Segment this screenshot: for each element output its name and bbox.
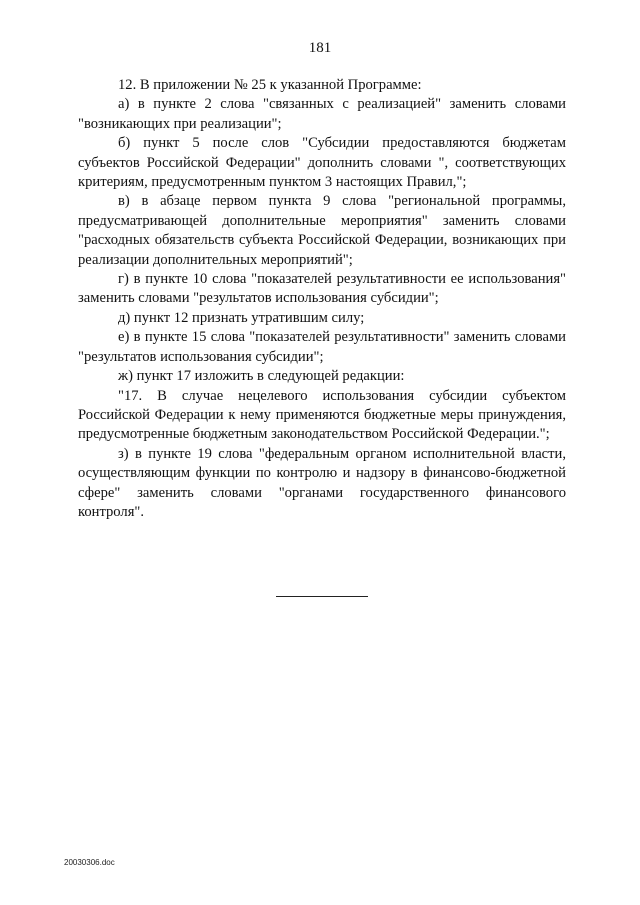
paragraph-quoted-point-17: "17. В случае нецелевого использования субсидии субъектом Российской Федерации к нему применяются бюджетные меры принуждения, предусмотренные бюджетным законодательством Российской Федерации."; bbox=[78, 387, 566, 443]
paragraph-subitem-b: б) пункт 5 после слов "Субсидии предоставляются бюджетам субъектов Российской Федерации" дополнить словами ", соответствующих критериям, предусмотренным пунктом 3 настоящих Правил,"; bbox=[78, 135, 566, 191]
paragraph-subitem-d: д) пункт 12 признать утратившим силу; bbox=[118, 309, 365, 326]
paragraph-subitem-zh: ж) пункт 17 изложить в следующей редакции: bbox=[118, 368, 405, 385]
paragraph-item-12-intro: 12. В приложении № 25 к указанной Программе: bbox=[118, 77, 422, 93]
paragraph-subitem-g: г) в пункте 10 слова "показателей результативности ее использования" заменить словами "результатов использования субсидии"; bbox=[78, 271, 566, 307]
paragraph-subitem-e: е) в пункте 15 слова "показателей результативности" заменить словами "результатов использования субсидии"; bbox=[78, 329, 566, 365]
end-divider-line bbox=[276, 596, 368, 597]
footer-filename: 20030306.doc bbox=[64, 858, 115, 867]
document-body bbox=[78, 76, 566, 522]
paragraph-subitem-a: а) в пункте 2 слова "связанных с реализацией" заменить словами "возникающих при реализации"; bbox=[78, 96, 566, 132]
paragraph-subitem-v: в) в абзаце первом пункта 9 слова "региональной программы, предусматривающей дополнительные мероприятия" заменить словами "расходных обязательств субъекта Российской Федерации, возникающих при реализации дополнительных мероприятий"; bbox=[78, 193, 566, 268]
paragraph-subitem-z: з) в пункте 19 слова "федеральным органом исполнительной власти, осуществляющим функции по контролю и надзору в финансово-бюджетной сфере" заменить словами "органами государственного финансового контроля". bbox=[78, 445, 566, 520]
page-number: 181 bbox=[308, 40, 332, 56]
